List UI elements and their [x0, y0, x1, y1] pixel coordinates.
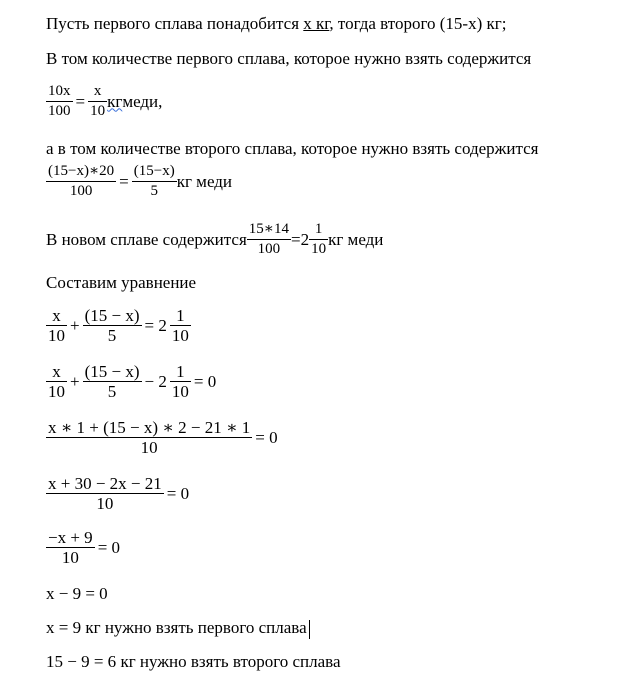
equation-6: x − 9 = 0 [46, 584, 108, 603]
equals-sign: =2 [290, 229, 310, 249]
fraction: $\frac{1}{10}$ [311, 221, 327, 257]
equals-sign: = 0 [97, 537, 121, 557]
answer-first-alloy [46, 618, 310, 639]
fraction: $\frac{-x + 9}{10}$ [48, 528, 93, 567]
fraction: $\frac{(15 - x)}{5}$ [84, 306, 140, 345]
text: кг нужно взять второго сплава [116, 652, 341, 671]
minus-sign: − 2 [144, 371, 167, 391]
text: , тогда второго (15-х) кг; [329, 14, 507, 33]
fraction: $\frac{1}{10}$ [171, 362, 189, 401]
fraction: $\frac{15∗14}{100}$ [248, 221, 289, 257]
equals-sign: = 2 [144, 315, 167, 335]
equals-sign: = 0 [193, 371, 217, 391]
plus-sign: + [70, 371, 80, 391]
equation-4 [46, 474, 192, 513]
equals-sign: = [119, 171, 129, 191]
fraction: $\frac{(15 - x)}{5}$ [84, 362, 140, 401]
text-underlined: х кг [303, 14, 330, 33]
text: Пусть первого сплава понадобится [46, 14, 304, 33]
fraction: $\frac{x}{10}$ [48, 306, 65, 345]
fraction: $\frac{1}{10}$ [171, 306, 189, 345]
unit-text: кг меди [328, 229, 384, 249]
equation-3 [46, 418, 281, 457]
equals-sign: = 0 [255, 427, 278, 447]
math-text: 15 − 9 = 6 [46, 652, 117, 671]
text-cursor[interactable] [309, 620, 310, 639]
equation-1 [46, 306, 191, 345]
copper-new-alloy [46, 220, 383, 259]
answer-second-alloy [46, 652, 341, 672]
fraction: $\frac{x ∗ 1 + (15 - x) ∗ 2 - 21 ∗ 1}{10}$ [48, 418, 251, 457]
text: кг нужно взять первого сплава [81, 618, 307, 637]
text: В новом сплаве содержится [46, 229, 247, 249]
fraction: $\frac{x}{10}$ [48, 362, 65, 401]
copper-first-intro: В том количестве первого сплава, которое нужно взять содержится [46, 49, 532, 68]
fraction: $\frac{(15-x)}{5}$ [133, 163, 175, 199]
statement-line [46, 14, 506, 34]
equation-2 [46, 362, 219, 401]
heading-equation: Составим уравнение [46, 273, 197, 292]
unit-text: меди, [122, 91, 163, 111]
equals-sign: = 0 [166, 483, 190, 503]
copper-second-intro: а в том количестве второго сплава, которое нужно взять содержится [46, 139, 539, 158]
copper-second-formula [46, 162, 232, 201]
fraction: $\frac{(15-x)∗20}{100}$ [48, 163, 115, 199]
equation-5 [46, 528, 123, 567]
unit-text: кг [107, 91, 123, 111]
fraction: $\frac{x + 30 - 2x - 21}{10}$ [48, 474, 162, 513]
equals-sign: = [75, 91, 86, 111]
unit-text: кг меди [176, 171, 233, 191]
fraction: $\frac{10x}{100}$ [48, 83, 71, 119]
plus-sign: + [70, 315, 80, 335]
math-text: x = 9 [46, 618, 82, 637]
copper-first-formula [46, 82, 162, 121]
fraction: $\frac{x}{10}$ [90, 83, 106, 119]
